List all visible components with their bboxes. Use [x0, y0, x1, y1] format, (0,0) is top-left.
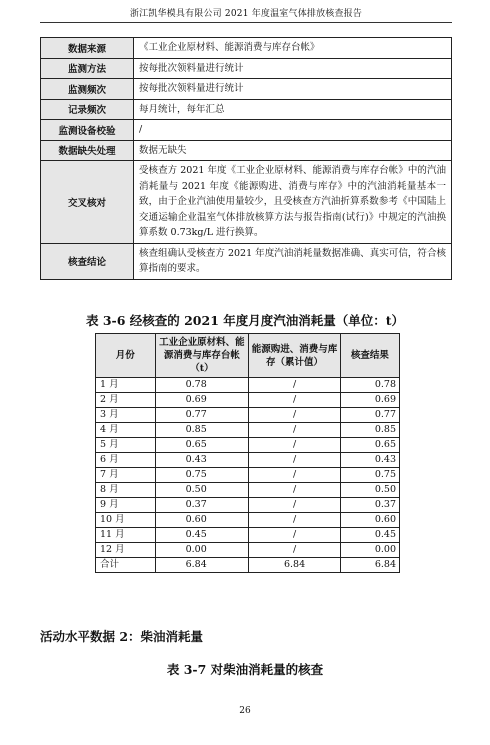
value-cell: /: [249, 408, 341, 423]
month-cell: 5 月: [96, 438, 156, 453]
table-body: [96, 378, 400, 573]
table-row: [41, 79, 452, 100]
monthly-gasoline-table: [95, 333, 400, 573]
column-header: 能源购进、消费与库存（累计值）: [249, 334, 341, 378]
table-row: [41, 120, 452, 141]
column-header: 核查结果: [340, 334, 399, 378]
row-key: 数据缺失处理: [41, 140, 134, 161]
value-cell: /: [249, 528, 341, 543]
value-cell: 0.00: [340, 543, 399, 558]
table-caption: 表 3-7 对柴油消耗量的核查: [166, 662, 324, 677]
row-value: 每月统计，每年汇总: [134, 99, 452, 120]
row-key: 监测设备校验: [41, 120, 134, 141]
value-cell: 0.45: [155, 528, 249, 543]
row-value: 按每批次领料量进行统计: [134, 58, 452, 79]
table-row: [41, 243, 452, 279]
row-key: 数据来源: [41, 38, 134, 59]
table-row: [96, 393, 400, 408]
table-row: [96, 528, 400, 543]
value-cell: 0.00: [155, 543, 249, 558]
value-cell: /: [249, 543, 341, 558]
table-row: [41, 99, 452, 120]
value-cell: 0.45: [340, 528, 399, 543]
value-cell: 0.60: [155, 513, 249, 528]
value-cell: /: [249, 453, 341, 468]
row-value: /: [134, 120, 452, 141]
value-cell: 0.78: [340, 378, 399, 393]
row-value: 核查组确认受核查方 2021 年度汽油消耗量数据准确、真实可信，符合核算指南的要求。: [134, 243, 452, 279]
table-row: [96, 543, 400, 558]
value-cell: 0.69: [155, 393, 249, 408]
row-key: 监测频次: [41, 79, 134, 100]
value-cell: 0.43: [340, 453, 399, 468]
table-row: [96, 498, 400, 513]
table-row: [96, 483, 400, 498]
value-cell: 0.78: [155, 378, 249, 393]
value-cell: 0.75: [340, 468, 399, 483]
row-key: 记录频次: [41, 99, 134, 120]
page-header: 浙江凯华模具有限公司 2021 年度温室气体排放核查报告: [40, 6, 452, 23]
value-cell: 0.65: [155, 438, 249, 453]
month-cell: 7 月: [96, 468, 156, 483]
month-cell: 8 月: [96, 483, 156, 498]
value-cell: 0.77: [155, 408, 249, 423]
table-row: [96, 453, 400, 468]
row-value: 《工业企业原材料、能源消费与库存台帐》: [134, 38, 452, 59]
value-cell: 6.84: [155, 558, 249, 573]
column-header: 月份: [96, 334, 156, 378]
month-cell: 4 月: [96, 423, 156, 438]
section-title: 活动水平数据 2：柴油消耗量: [40, 629, 204, 644]
value-cell: 0.50: [155, 483, 249, 498]
gasoline-data-info-table: [40, 37, 452, 280]
value-cell: 0.75: [155, 468, 249, 483]
value-cell: 0.65: [340, 438, 399, 453]
value-cell: 0.85: [340, 423, 399, 438]
value-cell: 6.84: [340, 558, 399, 573]
table-caption: 表 3-6 经核查的 2021 年度月度汽油消耗量（单位：t）: [85, 313, 405, 328]
table-row: [96, 558, 400, 573]
table-row: [96, 423, 400, 438]
value-cell: 0.77: [340, 408, 399, 423]
value-cell: /: [249, 468, 341, 483]
month-cell: 2 月: [96, 393, 156, 408]
row-key: 交叉核对: [41, 161, 134, 244]
table-header-row: [96, 334, 400, 378]
value-cell: /: [249, 513, 341, 528]
page-number: 26: [239, 706, 251, 716]
row-value: 数据无缺失: [134, 140, 452, 161]
value-cell: 0.50: [340, 483, 399, 498]
table-row: [41, 161, 452, 244]
value-cell: 0.60: [340, 513, 399, 528]
row-key: 核查结论: [41, 243, 134, 279]
table-row: [41, 38, 452, 59]
value-cell: 0.69: [340, 393, 399, 408]
table-row: [96, 408, 400, 423]
value-cell: 0.85: [155, 423, 249, 438]
month-cell: 合计: [96, 558, 156, 573]
column-header: 工业企业原材料、能源消费与库存台帐（t）: [155, 334, 249, 378]
month-cell: 10 月: [96, 513, 156, 528]
value-cell: /: [249, 393, 341, 408]
month-cell: 11 月: [96, 528, 156, 543]
table-row: [41, 140, 452, 161]
month-cell: 9 月: [96, 498, 156, 513]
value-cell: /: [249, 498, 341, 513]
month-cell: 12 月: [96, 543, 156, 558]
table-row: [96, 378, 400, 393]
table-row: [96, 468, 400, 483]
month-cell: 6 月: [96, 453, 156, 468]
value-cell: 6.84: [249, 558, 341, 573]
table-row: [96, 513, 400, 528]
row-value: 按每批次领料量进行统计: [134, 79, 452, 100]
value-cell: 0.37: [340, 498, 399, 513]
row-key: 监测方法: [41, 58, 134, 79]
value-cell: /: [249, 423, 341, 438]
value-cell: /: [249, 483, 341, 498]
value-cell: 0.43: [155, 453, 249, 468]
value-cell: /: [249, 438, 341, 453]
value-cell: /: [249, 378, 341, 393]
value-cell: 0.37: [155, 498, 249, 513]
month-cell: 1 月: [96, 378, 156, 393]
month-cell: 3 月: [96, 408, 156, 423]
table-row: [41, 58, 452, 79]
row-value: 受核查方 2021 年度《工业企业原材料、能源消费与库存台帐》中的汽油消耗量与 2021 年度《能源购进、消费与库存》中的汽油消耗量基本一致，由于企业汽油使用量较少，且受核查方汽油折算系数参考《中国陆上交通运输企业温室气体排放核算方法与报告指南(试行)》中规定的汽油换算系数 0.73kg/L 进行换算。: [134, 161, 452, 244]
table-row: [96, 438, 400, 453]
